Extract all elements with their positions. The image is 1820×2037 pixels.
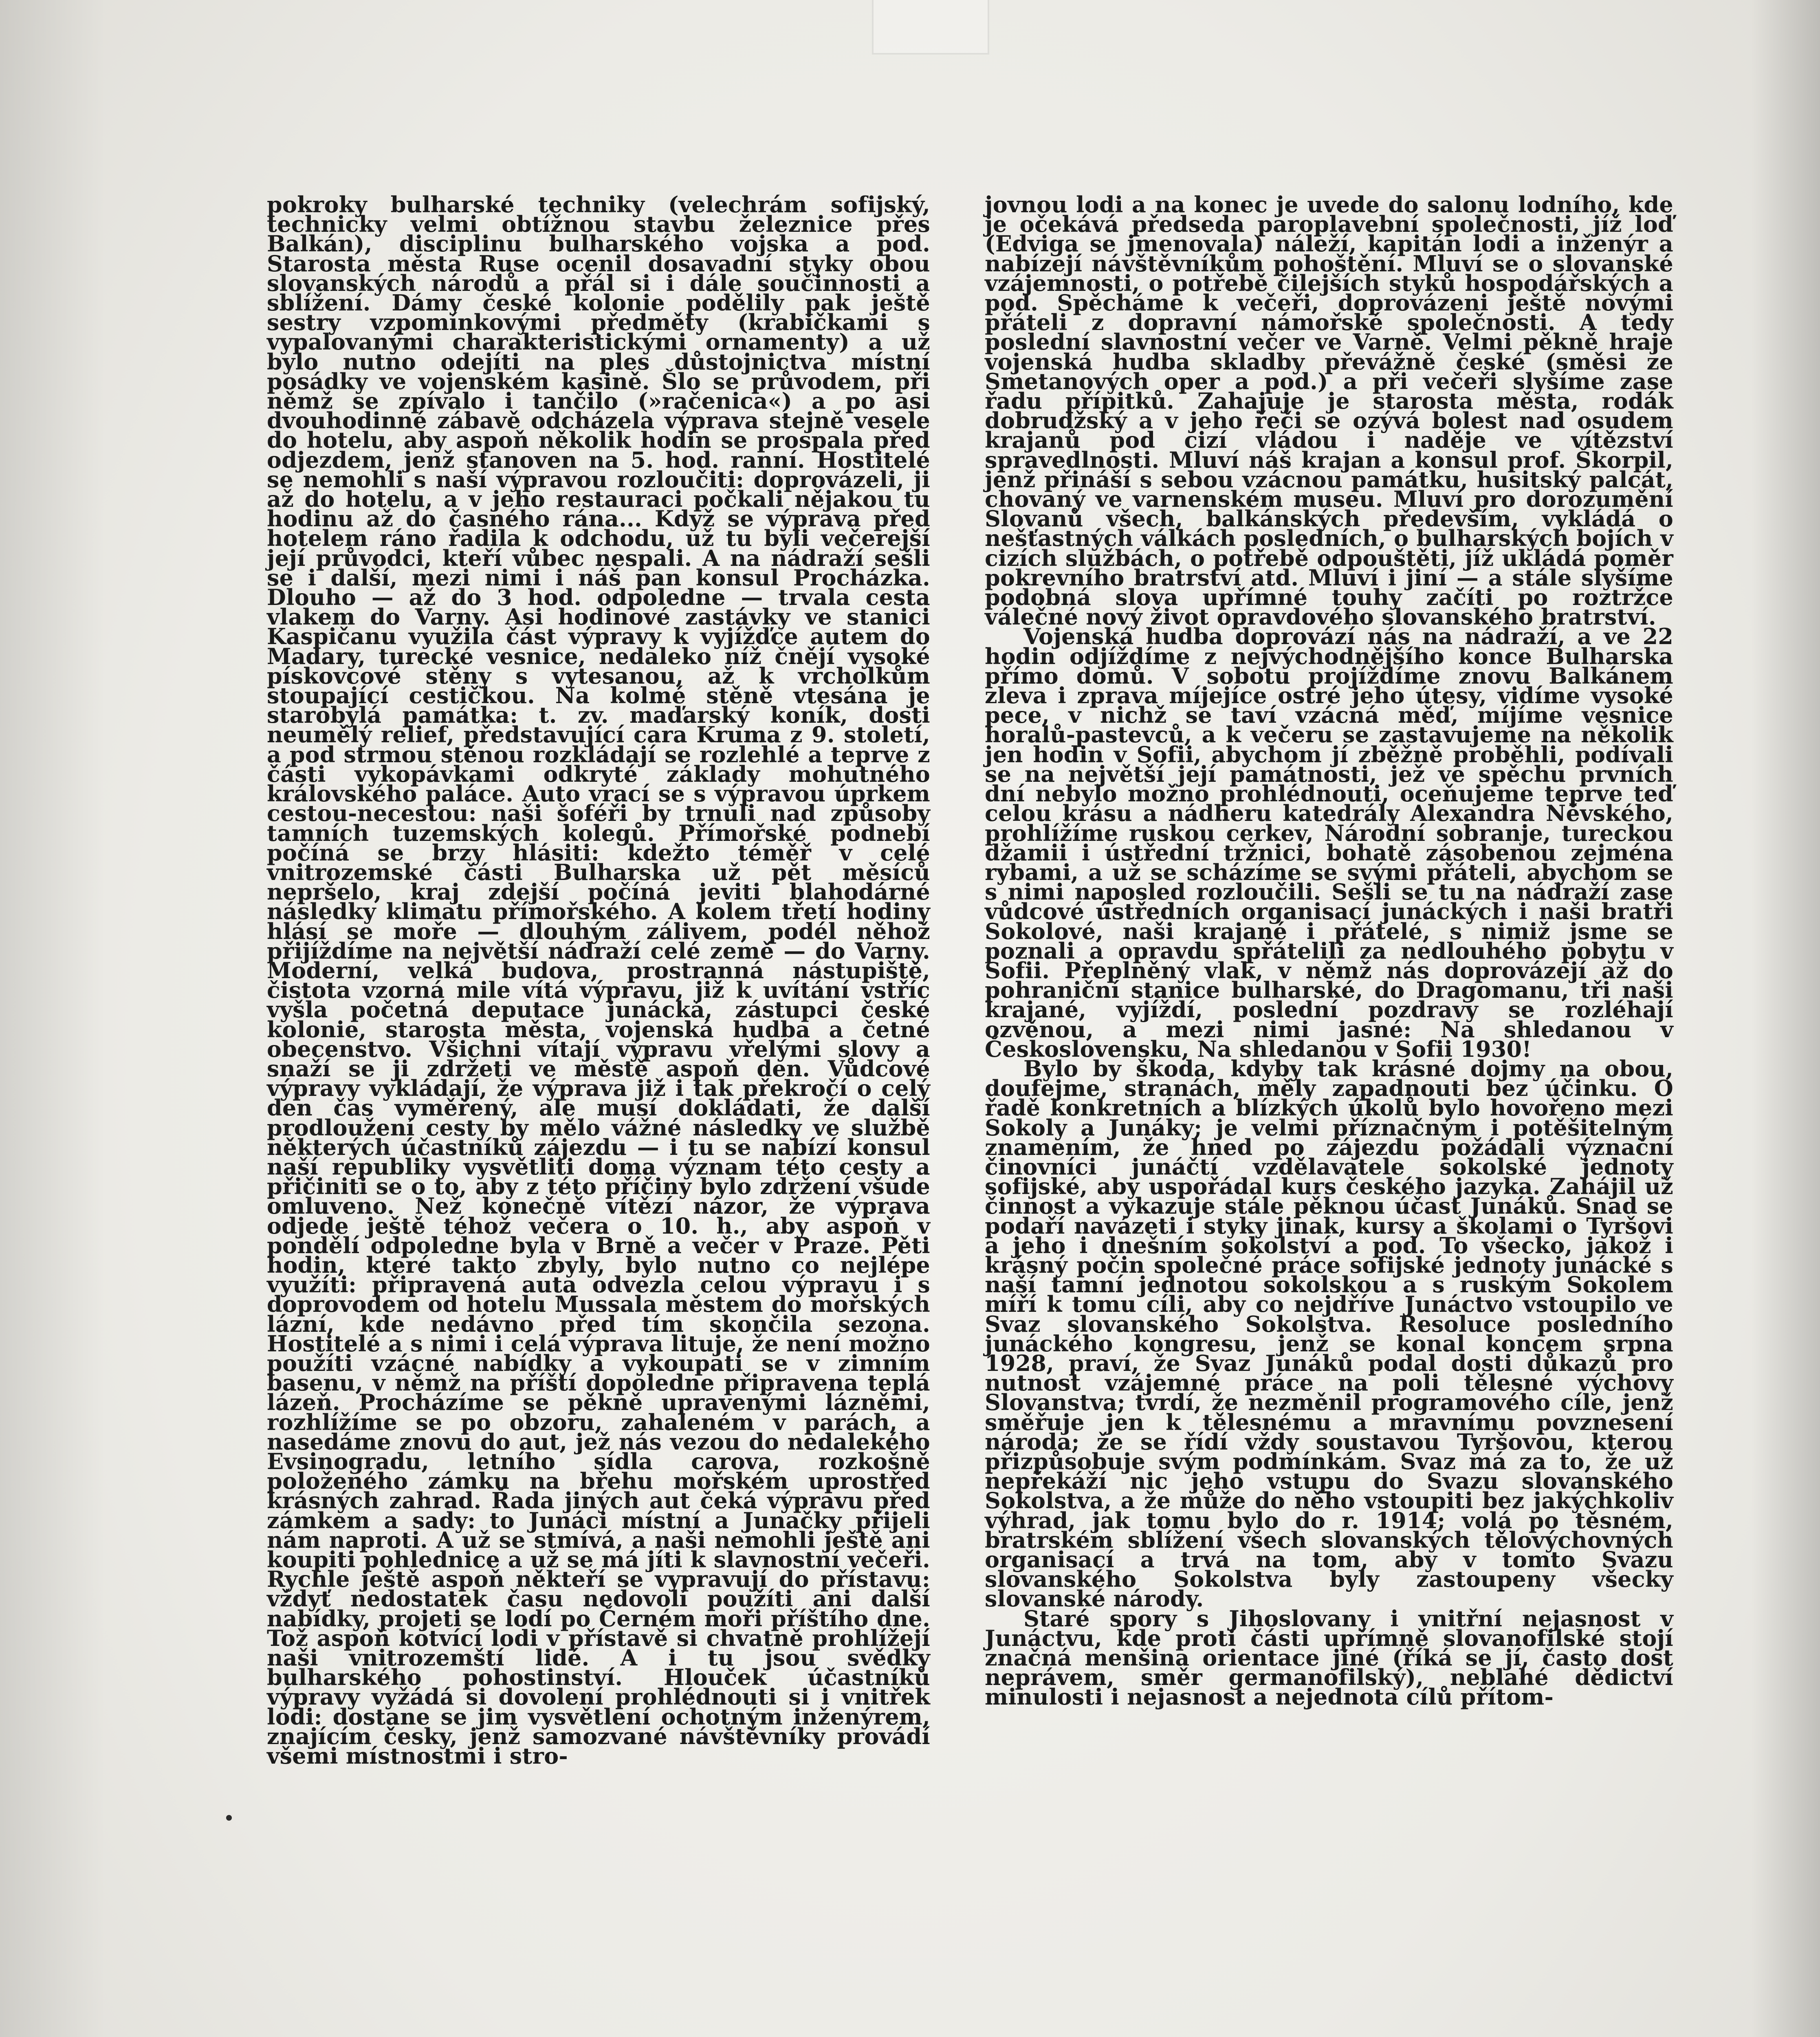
paragraph: Staré spory s Jihoslovany i vnitřní nejasnost v Junáctvu, kde proti části upřímně slovanofilské stojí značná menšina orientace jiné (říká se jí, často dost neprávem, směr germanofilský), neblahé dědictví minulosti i nejasnost a nejednota cílů přítom- <box>985 1605 1673 1710</box>
right-text-column <box>985 191 1673 1710</box>
paragraph: pokroky bulharské techniky (velechrám sofijský, technicky velmi obtížnou stavbu železnice přes Balkán), disciplinu bulharského vojska a pod. Starosta města Ruse ocenil dosavadní styky obou slovanských národů a přál si i dále součinnosti a sblížení. Dámy české kolonie podělily pak ještě sestry vzpomínkovými předměty (krabičkami s vypalovanými charakteristickými ornamenty) a už bylo nutno odejíti na ples důstojnictva místní posádky ve vojenském kasině. Šlo se průvodem, při němž se zpívalo i tančilo (»račenica«) a po asi dvouhodinné zábavě odcházela výprava stejně vesele do hotelu, aby aspoň několik hodin se prospala před odjezdem, jenž stanoven na 5. hod. ranní. Hostitelé se nemohli s naší výpravou rozloučiti: doprovázeli, ji až do hotelu, a v jeho restauraci počkali nějakou tu hodinu až do časného rána... Když se výprava před hotelem ráno řadila k odchodu, už tu byli večerejší její průvodci, kteří vůbec nespali. A na nádraží sešli se i další, mezi nimi i náš pan konsul Procházka. Dlouho — až do 3 hod. odpoledne — trvala cesta vlakem do Varny. Asi hodinové zastávky ve stanici Kaspičanu využila část výpravy k vyjížďce autem do Madary, turecké vesnice, nedaleko níž čnějí vysoké pískovcové stěny s vytesanou, až k vrcholkům stoupající cestičkou. Na kolmé stěně vtesána je starobylá památka: t. zv. maďarský koník, dosti neumělý relief, představující cara Kruma z 9. století, a pod strmou stěnou rozkládají se rozlehlé a teprve z části vykopávkami odkryté základy mohutného královského paláce. Auto vrací se s výpravou úprkem cestou-necestou: naši šoféři by trnuli nad způsoby tamních tuzemských kolegů. Přímořské podnebí počíná se brzy hlásiti: kdežto téměř v celé vnitrozemské části Bulharska už pět měsíců nepršelo, kraj zdejší počíná jeviti blahodárné následky klimatu přímořského. A kolem třetí hodiny hlásí se moře — dlouhým zálivem, podél něhož přijíždíme na největší nádraží celé země — do Varny. Moderní, velká budova, prostranná nástupiště, čistota vzorná mile vítá výpravu, již k uvítání vstříc vyšla početná deputace junácká, zástupci české kolonie, starosta města, vojenská hudba a četné obecenstvo. Všichni vítají výpravu vřelými slovy a snaží se ji zdržeti ve městě aspoň den. Vůdcové výpravy vykládají, že výprava již i tak překročí o celý den čas vyměřený, ale musí dokládati, že další prodloužení cesty by mělo vážné následky ve službě některých účastníků zájezdu — i tu se nabízí konsul naší republiky vysvětliti doma význam této cesty a přičiniti se o to, aby z této příčiny bylo zdržení všude omluveno. Než konečně vítězí názor, že výprava odjede ještě téhož večera o 10. h., aby aspoň v pondělí odpoledne byla v Brně a večer v Praze. Pěti hodin, které takto zbyly, bylo nutno co nejlépe využíti: připravená auta odvezla celou výpravu i s doprovodem od hotelu Mussala městem do mořských lázní, kde nedávno před tím skončila sezona. Hostitelé a s nimi i celá výprava lituje, že není možno použíti vzácné nabídky a vykoupati se v zimním basenu, v němž na příští dopoledne připravena teplá lázeň. Procházíme se pěkně upravenými lázněmi, rozhlížíme se po obzoru, zahaleném v parách, a nasedáme znovu do aut, jež nás vezou do nedalekého Evsinogradu, letního sídla carova, rozkošně položeného zámku na břehu mořském uprostřed krásných zahrad. Řada jiných aut čeká výpravu před zámkem a sady: to Junáci místní a Junačky přijeli nám naproti. A už se stmívá, a naši nemohli ještě ani koupiti pohlednice a už se má jíti k slavnostní večeři. Rychle ještě aspoň někteří se vypravují do přístavu: vždyť nedostatek času nedovolí použíti ani další nabídky, projeti se lodí po Černém moři příštího dne. Tož aspoň kotvící lodi v přístavě si chvatně prohlížejí naši vnitrozemští lidé. A i tu jsou svědky bulharského pohostinství. Hlouček účastníků výpravy vyžádá si dovolení prohlédnouti si i vnitřek lodi: dostane se jim vysvětlení ochotným inženýrem, znajícím česky, jenž samozvané návštěvníky provádí všemi místnostmi i stro- <box>267 191 930 1769</box>
binding-mark <box>872 0 989 55</box>
ink-speck <box>226 1815 232 1821</box>
paragraph: Bylo by škoda, kdyby tak krásné dojmy na obou, doufejme, stranách, měly zapadnouti bez účinku. O řadě konkretních a blízkých úkolů bylo hovořeno mezi Sokoly a Junáky; je velmi příznačným i potěšitelným znamením, že hned po zájezdu požádali význační činovníci junáčtí vzdělavatele sokolské jednoty sofijské, aby uspořádal kurs českého jazyka. Zahájil už činnost a vykazuje stále pěknou účast Junáků. Snad se podaří navázeti i styky jinak, kursy a školami o Tyršovi a jeho i dnešním sokolství a pod. To všecko, jakož i krásný počin společné práce sofijské jednoty junácké s naší tamní jednotou sokolskou a s ruským Sokolem míří k tomu cíli, aby co nejdříve Junáctvo vstoupilo ve Svaz slovanského Sokolstva. Resoluce posledního junáckého kongresu, jenž se konal koncem srpna 1928, praví, že Svaz Junáků podal dosti důkazů pro nutnost vzájemné práce na poli tělesné výchovy Slovanstva; tvrdí, že nezměnil programového cíle, jenž směřuje jen k tělesnému a mravnímu povznesení národa; že se řídí vždy soustavou Tyršovou, kterou přizpůsobuje svým podmínkám. Svaz má za to, že už nepřekáží nic jeho vstupu do Svazu slovanského Sokolstva, a že může do něho vstoupiti bez jakýchkoliv výhrad, jak tomu bylo do r. 1914; volá po těsném, bratrském sblížení všech slovanských tělovýchovných organisací a trvá na tom, aby v tomto Svazu slovanského Sokolstva byly zastoupeny všecky slovanské národy. <box>985 1055 1673 1612</box>
right-edge-shadow <box>1751 0 1820 2037</box>
paragraph: jovnou lodi a na konec je uvede do salonu lodního, kde je očekává předseda paroplavební společnosti, jíž loď (Edviga se jmenovala) náleží, kapitán lodi a inženýr a nabízejí návštěvníkům pohoštění. Mluví se o slovanské vzájemnosti, o potřebě čilejších styků hospodářských a pod. Spěcháme k večeři, doprovázeni ještě novými přáteli z dopravní námořské společnosti. A tedy poslední slavnostní večer ve Varně. Velmi pěkně hraje vojenská hudba skladby převážně české (směsi ze Smetanových oper a pod.) a při večeři slyšíme zase řadu přípitků. Zahajuje je starosta města, rodák dobrudžský a v jeho řeči se ozývá bolest nad osudem krajanů pod cizí vládou i naděje ve vítězství spravedlnosti. Mluví náš krajan a konsul prof. Škorpil, jenž přináší s sebou vzácnou památku, husitský palcát, chovaný ve varnenském museu. Mluví pro dorozumění Slovanů všech, balkánských především, vykládá o nešťastných válkách posledních, o bulharských bojích v cizích službách, o potřebě odpouštěti, jíž ukládá poměr pokrevního bratrství atd. Mluví i jiní — a stále slyšíme podobná slova upřímné touhy začíti po roztržce válečné nový život opravdového slovanského bratrství. <box>985 191 1673 630</box>
paragraph: Vojenská hudba doprovází nás na nádraží, a ve 22 hodin odjíždíme z nejvýchodnějšího konce Bulharska přímo domů. V sobotu projíždíme znovu Balkánem zleva i zprava míjejíce ostré jeho útesy, vidíme vysoké pece, v nichž se taví vzácná měď, míjíme vesnice horalů-pastevců, a k večeru se zastavujeme na několik jen hodin v Sofii, abychom jí zběžně proběhli, podívali se na největší její památnosti, jež ve spěchu prvních dní nebylo možno prohlédnouti, oceňujeme teprve teď celou krásu a nádheru katedrály Alexandra Něvského, prohlížíme ruskou cerkev, Národní sobranje, tureckou džamii i ústřední tržnici, bohatě zásobenou zejména rybami, a už se scházíme se svými přáteli, abychom se s nimi naposled rozloučili. Sešli se tu na nádraží zase vůdcové ústředních organisací junáckých i naši bratři Sokolové, naši krajané i přátelé, s nimiž jsme se poznali a opravdu spřátelili za nedlouhého pobytu v Sofii. Přeplněný vlak, v němž nás doprovázejí až do pohraniční stanice bulharské, do Dragomanu, tři naši krajané, vyjíždí, poslední pozdravy se rozléhají ozvěnou, a mezi nimi jasné: Na shledanou v Československu, Na shledanou v Sofii 1930! <box>985 623 1673 1062</box>
left-text-column <box>267 191 930 1769</box>
left-edge-shadow <box>0 0 106 2037</box>
